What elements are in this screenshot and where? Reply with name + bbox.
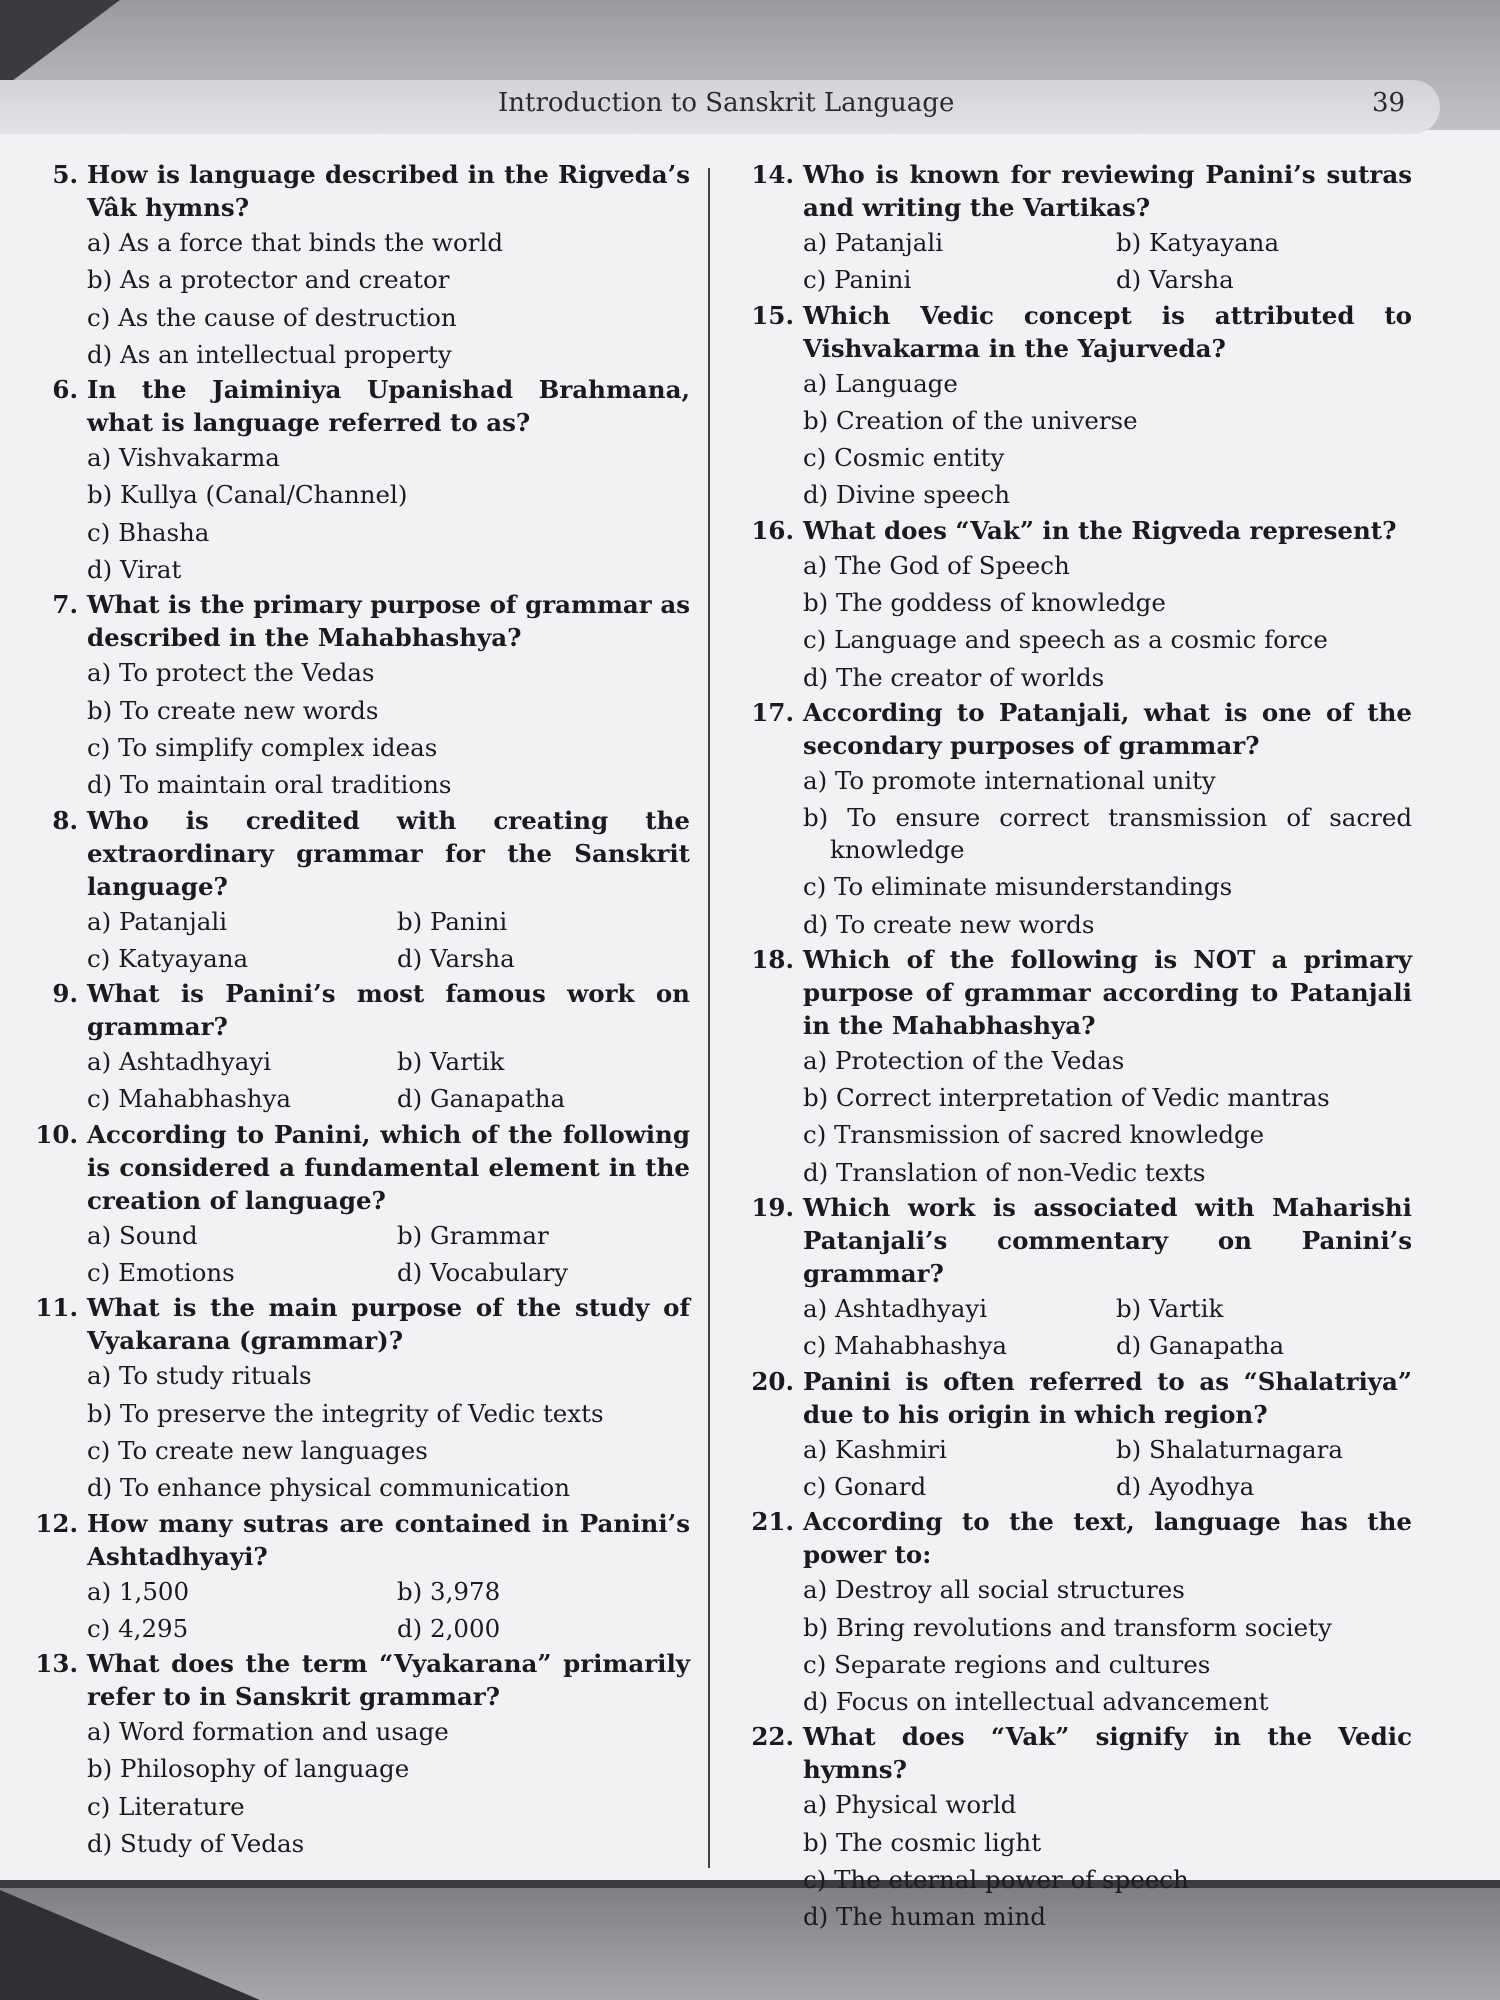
question-number: 18. bbox=[751, 944, 794, 974]
answer-option: d) To create new words bbox=[803, 909, 1095, 939]
answer-option: d) Translation of non-Vedic texts bbox=[803, 1157, 1206, 1187]
answer-option: a) Language bbox=[803, 368, 958, 398]
question-text: What does “Vak” signify in the Vedic hymns? bbox=[803, 1722, 1412, 1785]
answer-option: c) To create new languages bbox=[87, 1435, 428, 1465]
answer-option: c) Separate regions and cultures bbox=[803, 1649, 1211, 1679]
answer-option: a) Sound bbox=[87, 1220, 198, 1250]
question-number: 22. bbox=[751, 1722, 794, 1752]
left-column bbox=[20, 158, 690, 1862]
answer-option: d) 2,000 bbox=[397, 1613, 501, 1643]
question-stem bbox=[740, 943, 1412, 1042]
answer-option: a) Kashmiri bbox=[803, 1434, 947, 1464]
answer-option: b) To create new words bbox=[87, 695, 379, 725]
answer-option: d) The creator of worlds bbox=[803, 662, 1105, 692]
question-text: What does the term “Vyakarana” primarily refer to in Sanskrit grammar? bbox=[87, 1649, 690, 1712]
question-stem bbox=[740, 514, 1412, 547]
answer-option: a) Ashtadhyayi bbox=[803, 1294, 988, 1324]
answer-option: b) The goddess of knowledge bbox=[803, 588, 1166, 618]
answer-option: b) Panini bbox=[397, 906, 508, 936]
answer-option: b) Vartik bbox=[397, 1047, 505, 1077]
answer-option: b) Vartik bbox=[1116, 1294, 1224, 1324]
dark-corner-top-left bbox=[0, 0, 120, 90]
question-number: 19. bbox=[751, 1193, 794, 1223]
answer-option: d) To maintain oral traditions bbox=[87, 770, 452, 800]
answer-option: c) Cosmic entity bbox=[803, 443, 1005, 473]
question-stem bbox=[20, 977, 690, 1043]
answer-option: c) Transmission of sacred knowledge bbox=[803, 1120, 1265, 1150]
question-block bbox=[20, 977, 690, 1118]
answer-option: a) 1,500 bbox=[87, 1576, 190, 1606]
answer-option: b) The cosmic light bbox=[803, 1827, 1042, 1857]
question-stem bbox=[740, 1505, 1412, 1571]
answer-option: b) As a protector and creator bbox=[87, 265, 450, 295]
answer-options bbox=[803, 1042, 1412, 1191]
question-block bbox=[740, 943, 1412, 1191]
question-number: 14. bbox=[751, 160, 794, 189]
question-text: What is the main purpose of the study of Vyakarana (grammar)? bbox=[87, 1293, 690, 1356]
answer-options bbox=[803, 365, 1412, 514]
answer-option: b) Correct interpretation of Vedic mantras bbox=[803, 1083, 1330, 1113]
answer-option: c) The eternal power of speech bbox=[803, 1865, 1189, 1895]
question-stem bbox=[20, 1118, 690, 1217]
question-stem bbox=[740, 1191, 1412, 1290]
answer-option: b) Philosophy of language bbox=[87, 1754, 410, 1784]
question-stem bbox=[20, 1291, 690, 1357]
answer-option: b) Bring revolutions and transform society bbox=[803, 1612, 1332, 1642]
question-block bbox=[20, 158, 690, 373]
answer-option: d) Ayodhya bbox=[1116, 1471, 1255, 1501]
answer-option: c) Bhasha bbox=[87, 517, 210, 547]
answer-options bbox=[803, 1571, 1412, 1720]
question-text: What does “Vak” in the Rigveda represent? bbox=[803, 515, 1397, 545]
answer-option: c) Gonard bbox=[803, 1471, 927, 1501]
question-text: Who is known for reviewing Panini’s sutras and writing the Vartikas? bbox=[803, 160, 1412, 222]
answer-options bbox=[803, 224, 1412, 299]
answer-option: a) To study rituals bbox=[87, 1361, 312, 1391]
answer-option: c) As the cause of destruction bbox=[87, 302, 457, 332]
question-stem bbox=[20, 1507, 690, 1573]
question-number: 17. bbox=[751, 697, 794, 727]
question-text: According to the text, language has the power to: bbox=[803, 1507, 1412, 1570]
answer-option: a) Destroy all social structures bbox=[803, 1575, 1185, 1605]
question-text: In the Jaiminiya Upanishad Brahmana, what is language referred to as? bbox=[87, 375, 690, 438]
answer-option: c) 4,295 bbox=[87, 1613, 189, 1643]
question-stem bbox=[20, 588, 690, 654]
question-text: Which Vedic concept is attributed to Vishvakarma in the Yajurveda? bbox=[803, 300, 1412, 363]
answer-option: d) Varsha bbox=[1116, 265, 1234, 295]
answer-option: c) Mahabhashya bbox=[87, 1084, 292, 1114]
dark-corner-bottom-left bbox=[0, 1890, 260, 2000]
question-block bbox=[740, 1720, 1412, 1935]
question-block bbox=[740, 299, 1412, 514]
page-number: 39 bbox=[1372, 88, 1406, 118]
question-text: What is Panini’s most famous work on grammar? bbox=[87, 979, 690, 1042]
question-block bbox=[20, 1291, 690, 1506]
answer-options bbox=[803, 547, 1412, 696]
answer-option: b) Grammar bbox=[397, 1220, 549, 1250]
answer-option: a) Ashtadhyayi bbox=[87, 1047, 272, 1077]
answer-options bbox=[87, 1217, 690, 1292]
answer-option: d) Study of Vedas bbox=[87, 1829, 305, 1859]
question-number: 11. bbox=[35, 1293, 78, 1323]
question-block bbox=[740, 696, 1412, 943]
question-block bbox=[20, 804, 690, 978]
answer-option: c) Language and speech as a cosmic force bbox=[803, 625, 1328, 655]
question-number: 21. bbox=[751, 1507, 794, 1537]
answer-options bbox=[87, 1573, 690, 1648]
question-text: Who is credited with creating the extraordinary grammar for the Sanskrit language? bbox=[87, 805, 690, 901]
answer-option: b) Kullya (Canal/Channel) bbox=[87, 480, 408, 510]
question-number: 5. bbox=[52, 160, 78, 189]
answer-option: a) Patanjali bbox=[87, 906, 228, 936]
answer-option: d) Virat bbox=[87, 555, 182, 585]
question-stem bbox=[740, 158, 1412, 224]
answer-option: d) Ganapatha bbox=[397, 1084, 566, 1114]
answer-option: d) Divine speech bbox=[803, 480, 1011, 510]
question-block bbox=[740, 1365, 1412, 1506]
question-text: According to Patanjali, what is one of the secondary purposes of grammar? bbox=[803, 697, 1412, 760]
answer-option: b) Creation of the universe bbox=[803, 405, 1138, 435]
question-block bbox=[20, 1118, 690, 1292]
answer-option: c) Mahabhashya bbox=[803, 1331, 1008, 1361]
answer-option: a) As a force that binds the world bbox=[87, 228, 504, 257]
answer-option: d) Vocabulary bbox=[397, 1258, 569, 1288]
answer-options bbox=[803, 1786, 1412, 1935]
answer-option: a) Patanjali bbox=[803, 228, 944, 257]
answer-options bbox=[803, 1431, 1412, 1506]
answer-option: c) Katyayana bbox=[87, 943, 249, 973]
answer-options bbox=[803, 1290, 1412, 1365]
question-number: 20. bbox=[751, 1366, 794, 1396]
answer-option: b) To ensure correct transmission of sacred knowledge bbox=[803, 803, 1412, 865]
answer-options bbox=[87, 439, 690, 588]
question-text: What is the primary purpose of grammar as described in the Mahabhashya? bbox=[87, 590, 690, 653]
question-stem bbox=[20, 804, 690, 903]
answer-option: b) Katyayana bbox=[1116, 228, 1280, 257]
answer-option: c) Panini bbox=[803, 265, 912, 295]
answer-options bbox=[803, 762, 1412, 943]
question-block bbox=[740, 514, 1412, 696]
question-number: 10. bbox=[35, 1119, 78, 1149]
question-stem bbox=[740, 1720, 1412, 1786]
answer-options bbox=[87, 1357, 690, 1506]
question-text: According to Panini, which of the following is considered a fundamental element in the creation of language? bbox=[87, 1119, 690, 1215]
answer-option: a) The God of Speech bbox=[803, 550, 1070, 580]
answer-options bbox=[87, 1043, 690, 1118]
answer-option: a) Word formation and usage bbox=[87, 1717, 449, 1747]
answer-option: b) Shalaturnagara bbox=[1116, 1434, 1343, 1464]
column-divider bbox=[708, 168, 710, 1868]
answer-option: b) 3,978 bbox=[397, 1576, 501, 1606]
answer-option: c) Emotions bbox=[87, 1258, 235, 1288]
question-number: 8. bbox=[52, 805, 78, 835]
question-number: 15. bbox=[751, 300, 794, 330]
question-text: How is language described in the Rigveda’s Vâk hymns? bbox=[87, 160, 690, 222]
question-stem bbox=[740, 299, 1412, 365]
answer-options bbox=[87, 654, 690, 803]
question-number: 9. bbox=[52, 979, 78, 1009]
question-text: How many sutras are contained in Panini’s Ashtadhyayi? bbox=[87, 1508, 690, 1571]
question-number: 16. bbox=[751, 515, 794, 545]
answer-options bbox=[87, 903, 690, 978]
answer-option: b) To preserve the integrity of Vedic texts bbox=[87, 1398, 604, 1428]
question-block bbox=[740, 1191, 1412, 1365]
question-stem bbox=[20, 1647, 690, 1713]
chapter-title: Introduction to Sanskrit Language bbox=[498, 88, 955, 118]
answer-option: a) To promote international unity bbox=[803, 765, 1216, 795]
question-block bbox=[740, 1505, 1412, 1720]
answer-option: a) Protection of the Vedas bbox=[803, 1045, 1125, 1075]
question-block bbox=[20, 1647, 690, 1862]
question-number: 6. bbox=[52, 375, 78, 405]
answer-option: c) To eliminate misunderstandings bbox=[803, 872, 1233, 902]
question-text: Which work is associated with Maharishi Patanjali’s commentary on Panini’s grammar? bbox=[803, 1193, 1412, 1289]
question-block bbox=[20, 373, 690, 588]
question-block bbox=[20, 1507, 690, 1648]
question-number: 13. bbox=[35, 1649, 78, 1679]
answer-option: d) As an intellectual property bbox=[87, 339, 452, 369]
question-text: Which of the following is NOT a primary purpose of grammar according to Patanjali in the Mahabhashya? bbox=[803, 944, 1412, 1040]
question-number: 7. bbox=[52, 590, 78, 620]
answer-option: d) To enhance physical communication bbox=[87, 1473, 570, 1503]
answer-option: a) Vishvakarma bbox=[87, 443, 280, 473]
question-block bbox=[20, 588, 690, 803]
question-stem bbox=[740, 1365, 1412, 1431]
question-stem bbox=[20, 158, 690, 224]
answer-option: a) Physical world bbox=[803, 1790, 1017, 1820]
question-text: Panini is often referred to as “Shalatriya” due to his origin in which region? bbox=[803, 1366, 1412, 1429]
question-stem bbox=[740, 696, 1412, 762]
question-block bbox=[740, 158, 1412, 299]
question-stem bbox=[20, 373, 690, 439]
answer-options bbox=[87, 224, 690, 373]
answer-option: d) Ganapatha bbox=[1116, 1331, 1285, 1361]
answer-options bbox=[87, 1713, 690, 1862]
question-number: 12. bbox=[35, 1508, 78, 1538]
answer-option: d) Varsha bbox=[397, 943, 515, 973]
answer-option: c) To simplify complex ideas bbox=[87, 732, 438, 762]
answer-option: a) To protect the Vedas bbox=[87, 658, 375, 688]
answer-option: c) Literature bbox=[87, 1791, 245, 1821]
answer-option: d) The human mind bbox=[803, 1902, 1046, 1932]
answer-option: d) Focus on intellectual advancement bbox=[803, 1687, 1269, 1717]
right-column bbox=[740, 158, 1412, 1936]
